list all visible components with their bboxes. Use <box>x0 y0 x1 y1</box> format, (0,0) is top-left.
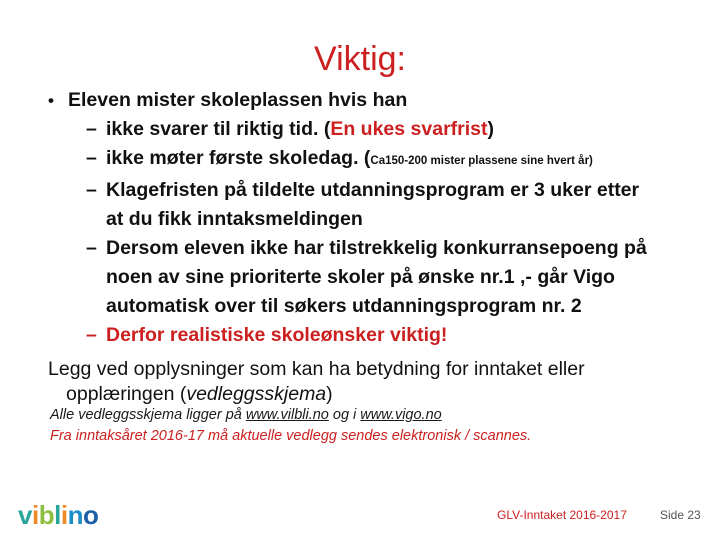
sub-item-3-line2: at du fikk inntaksmeldingen <box>106 208 363 230</box>
logo-letter: l <box>54 500 61 530</box>
note-line1-mid: og i <box>328 407 361 423</box>
legg-block <box>48 356 708 406</box>
sub-item-3 <box>48 176 708 205</box>
logo-letter: v <box>18 500 32 530</box>
sub-item-4-line2: noen av sine prioriterte skoler på ønske nr.1 ,- går Vigo <box>106 266 615 288</box>
dash-marker: – <box>86 147 97 169</box>
note-line1 <box>50 405 710 426</box>
vilbli-logo <box>18 500 98 531</box>
legg-line1: Legg ved opplysninger som kan ha betydning for inntaket eller <box>48 358 585 380</box>
sub-item-2 <box>48 144 708 176</box>
logo-letter: o <box>82 500 99 530</box>
sub-item-1-prefix: ikke svarer til riktig tid. ( <box>106 118 331 140</box>
bullet-item <box>48 86 708 115</box>
dash-marker: – <box>86 179 97 201</box>
logo-letter: i <box>60 500 68 530</box>
bullet-marker: • <box>48 91 54 110</box>
sub-item-1 <box>48 115 708 144</box>
dash-marker: – <box>86 118 97 140</box>
slide-body <box>48 86 708 350</box>
dash-marker: – <box>86 324 97 346</box>
legg-line2-italic: vedleggsskjema <box>186 383 327 405</box>
legg-line2-prefix: opplæringen ( <box>66 383 187 405</box>
sub-item-5-text: Derfor realistiske skoleønsker viktig! <box>106 324 448 346</box>
sub-item-1-highlight: En ukes svarfrist <box>330 118 488 140</box>
legg-line2 <box>48 383 708 406</box>
sub-item-4-line1: Dersom eleven ikke har tilstrekkelig konkurransepoeng på <box>106 237 647 259</box>
sub-item-4-line3: automatisk over til søkers utdanningsprogram nr. 2 <box>106 295 582 317</box>
notes-block <box>50 405 710 447</box>
sub-item-2-small-note: Ca150-200 mister plassene sine hvert år) <box>370 155 593 167</box>
dash-marker: – <box>86 237 97 259</box>
sub-item-3-line1: Klagefristen på tildelte utdanningsprogram er 3 uker etter <box>106 179 640 201</box>
vilbli-link[interactable]: www.vilbli.no <box>245 407 329 423</box>
logo-letter: n <box>67 500 83 530</box>
logo-letter: i <box>31 500 39 530</box>
sub-item-4 <box>48 234 708 263</box>
note-line1-prefix: Alle vedleggsskjema ligger på <box>50 407 246 423</box>
sub-item-5 <box>48 321 708 350</box>
sub-item-2-text: ikke møter første skoledag. ( <box>106 147 371 169</box>
footer-text: GLV-Inntaket 2016-2017 <box>497 508 627 522</box>
note-line2: Fra inntaksåret 2016-17 må aktuelle vedlegg sendes elektronisk / scannes. <box>50 428 532 444</box>
legg-line2-suffix: ) <box>326 383 333 405</box>
vigo-link[interactable]: www.vigo.no <box>360 407 442 423</box>
slide-number: Side 23 <box>660 508 701 522</box>
bullet-text: Eleven mister skoleplassen hvis han <box>68 89 408 111</box>
slide-title: Viktig: <box>314 40 406 78</box>
logo-letter: b <box>38 500 55 530</box>
sub-item-1-suffix: ) <box>487 118 495 140</box>
